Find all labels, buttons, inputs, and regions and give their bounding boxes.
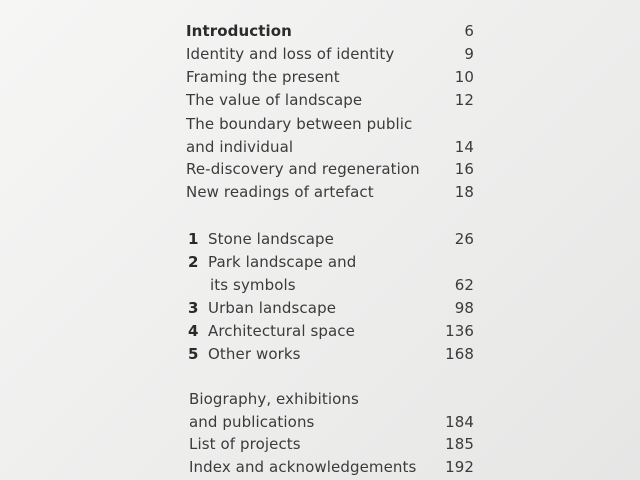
toc-chapter — [186, 297, 474, 320]
toc-entry-title: Identity and loss of identity — [186, 45, 395, 63]
toc-entry-title: and individual — [186, 138, 294, 156]
chapter-number: 5 — [188, 345, 199, 363]
toc-entry-page: 185 — [445, 435, 474, 453]
toc-entry-title: Other works — [208, 345, 301, 363]
toc-entry-title: New readings of artefact — [186, 183, 374, 201]
toc-entry-title: Urban landscape — [208, 299, 337, 317]
toc-entry — [186, 89, 474, 112]
toc-chapter — [186, 320, 474, 343]
toc-entry — [186, 388, 474, 411]
toc-entry-title: List of projects — [189, 435, 301, 453]
chapter-number: 3 — [188, 299, 199, 317]
toc-chapter — [186, 228, 474, 251]
toc-entry — [186, 411, 474, 434]
chapter-number: 2 — [188, 253, 199, 271]
toc-entry-page: 14 — [454, 138, 474, 156]
toc-entry-page: 168 — [445, 345, 474, 363]
toc-entry-page: 12 — [454, 91, 474, 109]
toc-entry — [186, 66, 474, 89]
toc-entry-title: Biography, exhibitions — [189, 390, 359, 408]
toc-entry-title: Park landscape and — [208, 253, 357, 271]
toc-entry-title: its symbols — [210, 276, 296, 294]
toc-chapter-continuation — [186, 274, 474, 297]
toc-entry-title: Re-discovery and regeneration — [186, 160, 420, 178]
toc-entry-title: Framing the present — [186, 68, 340, 86]
toc-entry — [186, 181, 474, 204]
toc-entry-page: 10 — [454, 68, 474, 86]
toc-entry-page: 192 — [445, 458, 474, 476]
toc-entry-page: 9 — [464, 45, 474, 63]
toc-entry — [186, 456, 474, 479]
toc-entry-page: 98 — [454, 299, 474, 317]
toc-entry-title: and publications — [189, 413, 315, 431]
toc-entry-title: The boundary between public — [186, 115, 413, 133]
toc-entry-page: 26 — [454, 230, 474, 248]
toc-entry-title: Introduction — [186, 22, 292, 40]
toc-entry — [186, 433, 474, 456]
toc-entry-page: 6 — [464, 22, 474, 40]
toc-chapter — [186, 251, 474, 274]
toc-entry-page: 62 — [454, 276, 474, 294]
toc-entry-title: The value of landscape — [186, 91, 363, 109]
toc-entry-page: 136 — [445, 322, 474, 340]
toc-entry-title: Stone landscape — [208, 230, 334, 248]
toc-entry — [186, 136, 474, 159]
toc-entry-title: Architectural space — [208, 322, 355, 340]
toc-entry-title: Index and acknowledgements — [189, 458, 417, 476]
toc-entry-page: 16 — [454, 160, 474, 178]
toc-entry — [186, 113, 474, 136]
toc-entry-page: 18 — [454, 183, 474, 201]
chapter-number: 1 — [188, 230, 199, 248]
toc-entry-introduction — [186, 20, 474, 43]
toc-chapter — [186, 343, 474, 366]
toc-entry-page: 184 — [445, 413, 474, 431]
toc-entry — [186, 43, 474, 66]
toc-entry — [186, 158, 474, 181]
chapter-number: 4 — [188, 322, 199, 340]
